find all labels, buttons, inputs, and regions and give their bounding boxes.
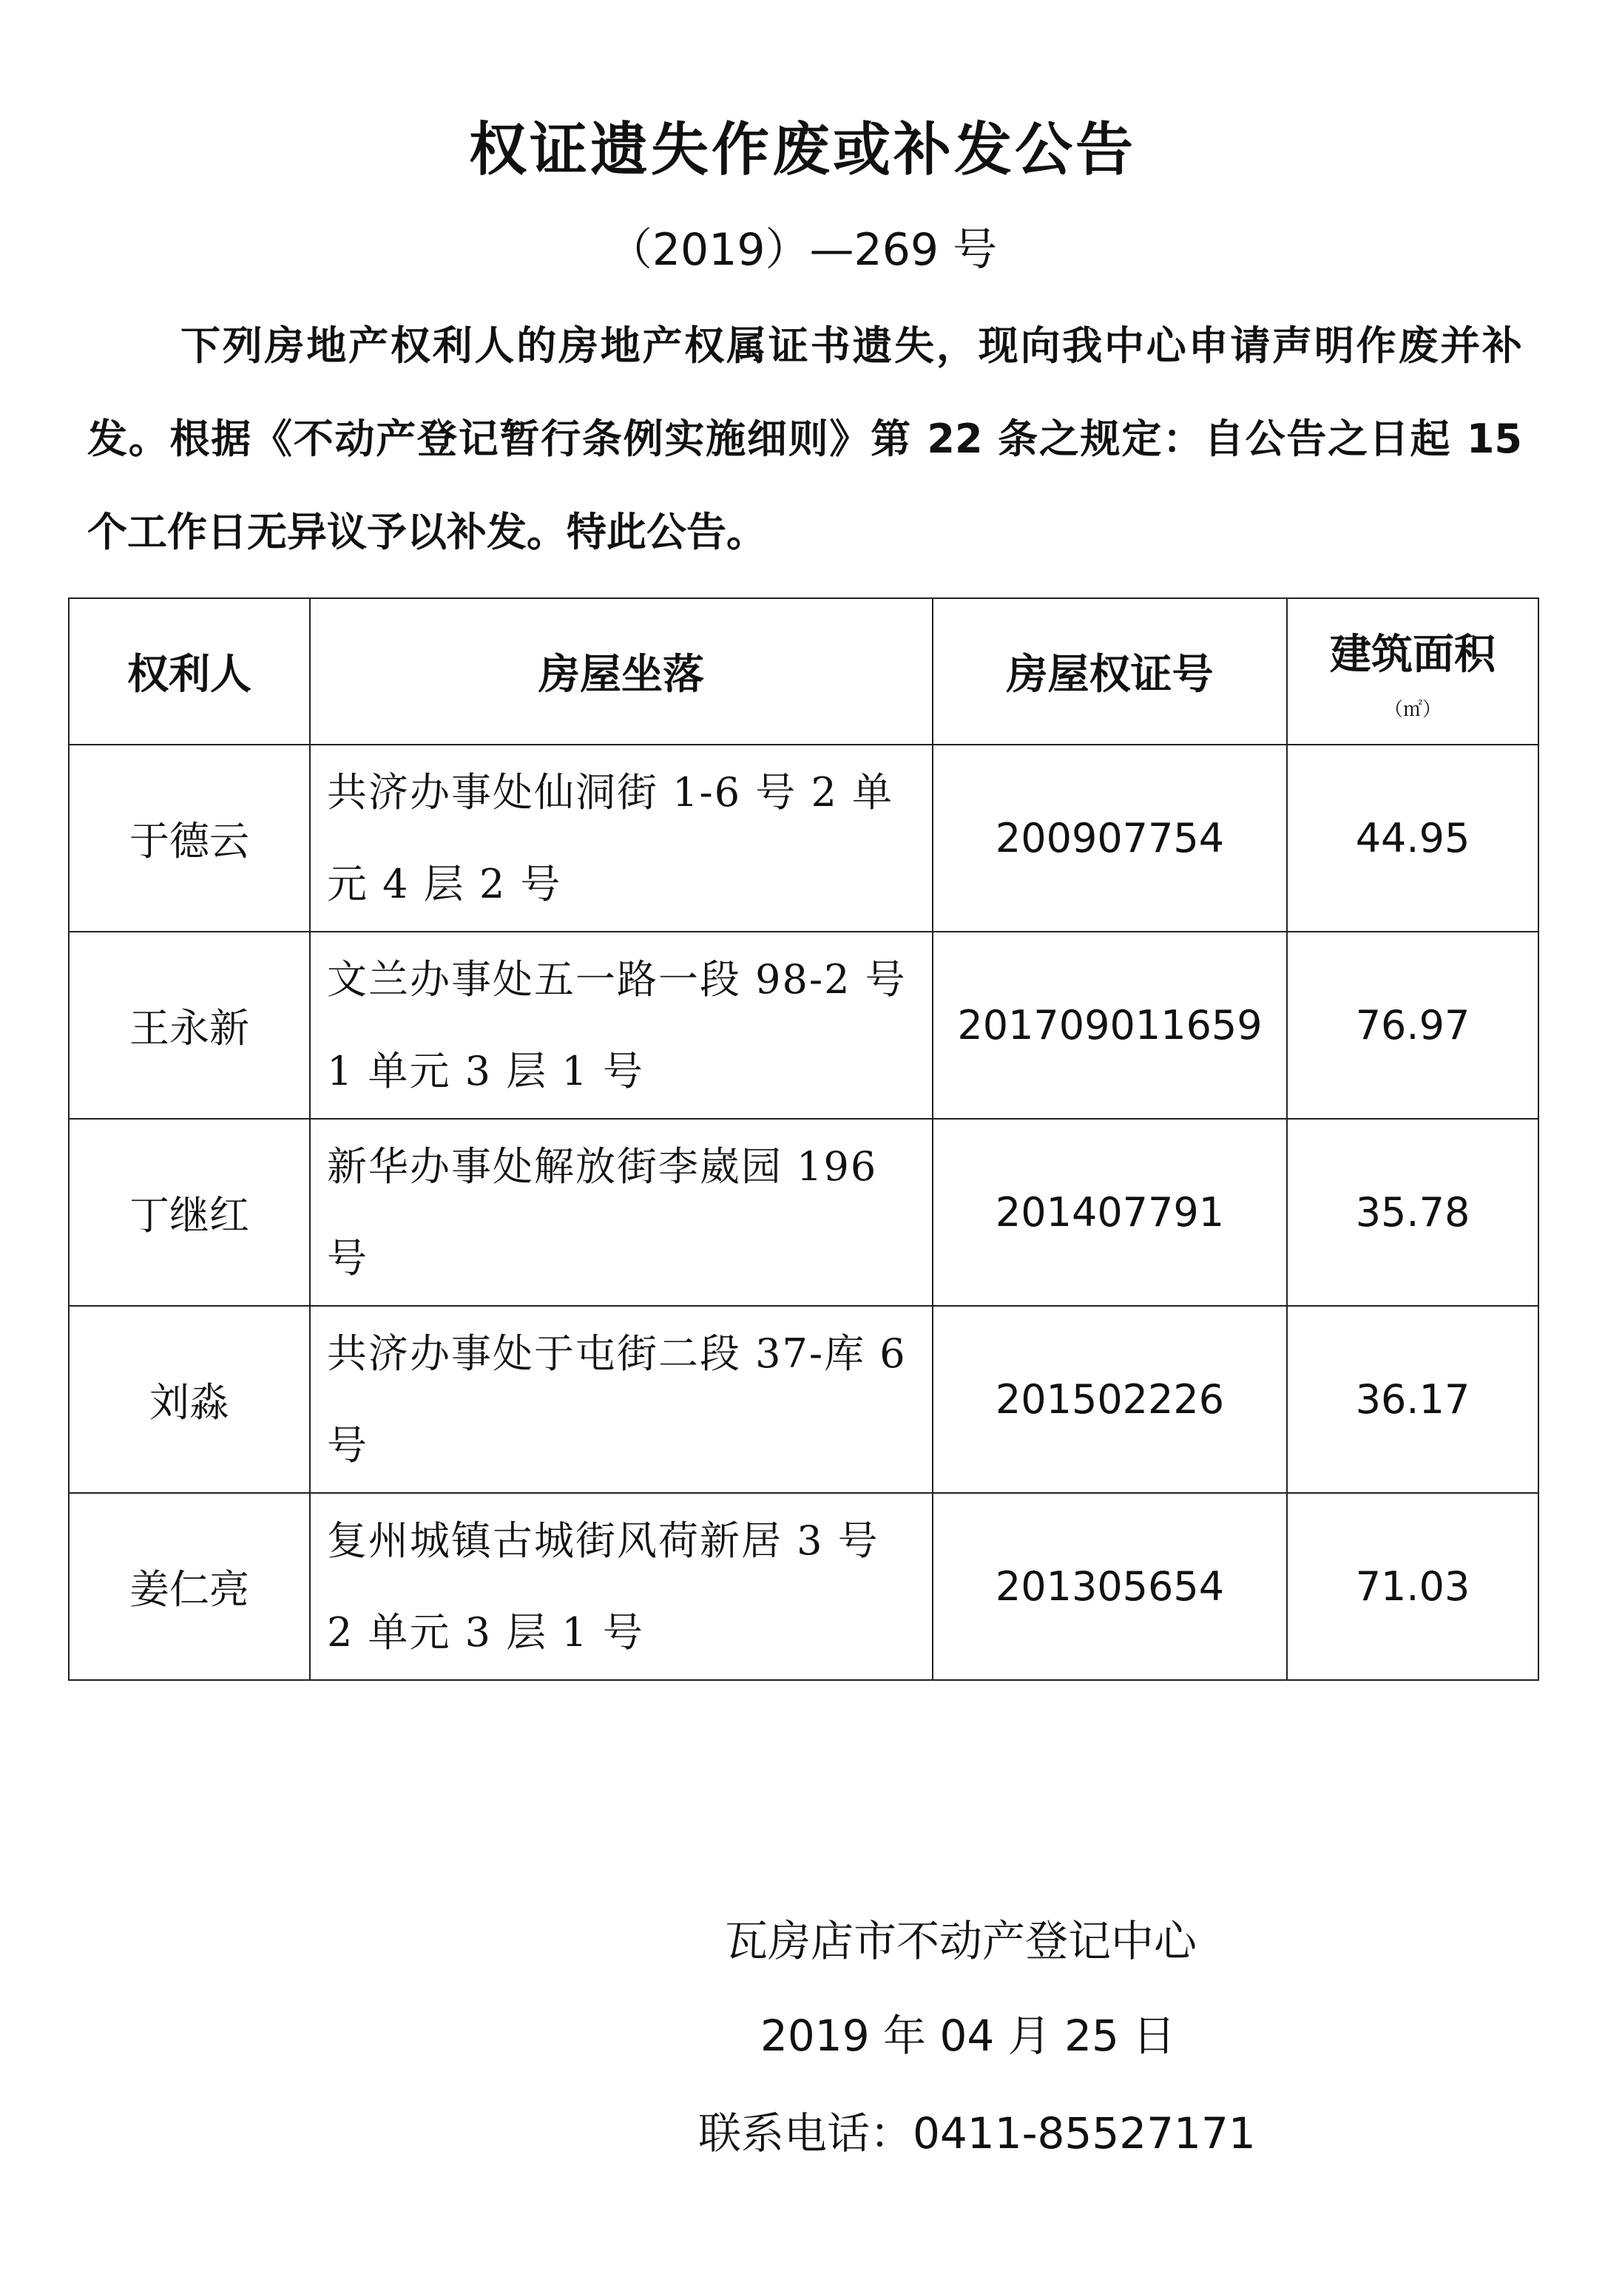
cell-cert: 200907754 — [933, 745, 1287, 932]
cell-owner: 丁继红 — [69, 1119, 310, 1306]
cell-area: 71.03 — [1287, 1493, 1538, 1680]
issuing-organization: 瓦房店市不动产登记中心 — [725, 1916, 1197, 1966]
header-area — [1287, 598, 1538, 745]
records-table — [68, 597, 1539, 1681]
cell-address: 复州城镇古城街风荷新居 3 号 2 单元 3 层 1 号 — [310, 1493, 933, 1680]
header-area-unit: （㎡） — [1383, 698, 1442, 721]
notice-intro: 下列房地产权利人的房地产权属证书遗失，现向我中心申请声明作废并补发。根据《不动产登记暂行条例实施细则》第 22 条之规定：自公告之日起 15 个工作日无异议予以补发。特此公告。 — [87, 322, 1522, 555]
cell-area: 76.97 — [1287, 932, 1538, 1119]
notice-title: 权证遗失作废或补发公告 — [468, 117, 1136, 183]
header-address: 房屋坐落 — [310, 598, 933, 745]
cell-address: 文兰办事处五一路一段 98-2 号 1 单元 3 层 1 号 — [310, 932, 933, 1119]
cell-owner: 姜仁亮 — [69, 1493, 310, 1680]
table-row — [69, 1306, 1538, 1493]
cell-cert: 201709011659 — [933, 932, 1287, 1119]
table-row — [69, 1119, 1538, 1306]
table-row — [69, 745, 1538, 932]
header-owner: 权利人 — [69, 598, 310, 745]
cell-cert: 201407791 — [933, 1119, 1287, 1306]
notice-number: （2019）—269 号 — [607, 224, 998, 276]
cell-cert: 201305654 — [933, 1493, 1287, 1680]
cell-owner: 王永新 — [69, 932, 310, 1119]
header-cert: 房屋权证号 — [933, 598, 1287, 745]
issue-date: 2019 年 04 月 25 日 — [760, 2011, 1176, 2061]
table-row — [69, 1493, 1538, 1680]
table-header-row — [69, 598, 1538, 745]
header-area-label: 建筑面积 — [1330, 630, 1496, 679]
cell-area: 36.17 — [1287, 1306, 1538, 1493]
contact-phone: 联系电话：0411-85527171 — [698, 2108, 1256, 2158]
cell-owner: 刘淼 — [69, 1306, 310, 1493]
cell-cert: 201502226 — [933, 1306, 1287, 1493]
cell-address: 新华办事处解放街李崴园 196 号 — [310, 1119, 933, 1306]
cell-area: 35.78 — [1287, 1119, 1538, 1306]
cell-address: 共济办事处于屯街二段 37-库 6 号 — [310, 1306, 933, 1493]
cell-owner: 于德云 — [69, 745, 310, 932]
table-row — [69, 932, 1538, 1119]
cell-address: 共济办事处仙洞街 1-6 号 2 单元 4 层 2 号 — [310, 745, 933, 932]
cell-area: 44.95 — [1287, 745, 1538, 932]
